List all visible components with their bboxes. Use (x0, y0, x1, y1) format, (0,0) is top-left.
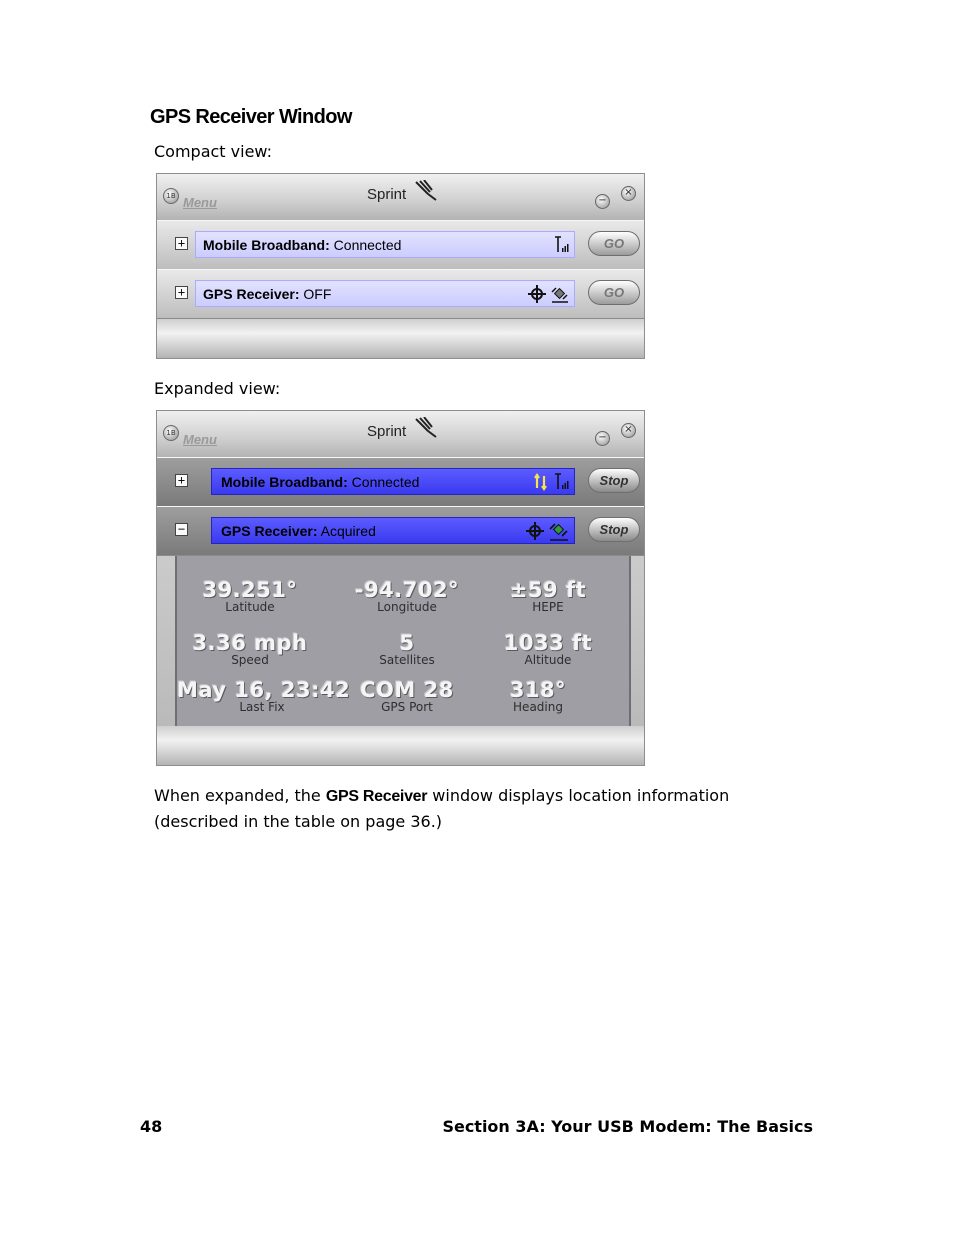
mobile-broadband-row (157, 220, 644, 270)
collapse-button[interactable]: − (175, 523, 188, 536)
gps-receiver-row (157, 506, 644, 556)
crosshair-icon (526, 522, 544, 540)
heading-label: Heading (513, 700, 563, 714)
last-fix-value: May 16, 23:42 (177, 678, 351, 702)
gps-receiver-status: Acquired (317, 523, 376, 539)
mobile-broadband-status: Connected (329, 237, 402, 253)
mobile-broadband-label: Mobile Broadband: (221, 474, 348, 490)
speed-readout (185, 631, 315, 667)
latitude-value: 39.251° (202, 578, 298, 602)
close-icon[interactable]: × (621, 186, 636, 201)
gps-port-value: COM 28 (360, 678, 454, 702)
section-heading: GPS Receiver Window (150, 106, 352, 128)
hepe-label: HEPE (532, 600, 564, 614)
satellites-label: Satellites (379, 653, 435, 667)
altitude-label: Altitude (524, 653, 572, 667)
expand-button[interactable]: + (175, 237, 188, 250)
connect-go-button[interactable]: GO (588, 231, 640, 256)
expand-button[interactable]: + (175, 286, 188, 299)
gps-port-label: GPS Port (381, 700, 433, 714)
close-icon[interactable]: × (621, 423, 636, 438)
hepe-readout (493, 578, 603, 614)
menu-icon[interactable]: 1B (163, 188, 179, 204)
gps-receiver-status-bar[interactable] (195, 280, 575, 307)
gps-port-readout (352, 678, 462, 714)
heading-value: 318° (509, 678, 567, 702)
last-fix-label: Last Fix (239, 700, 285, 714)
expand-button[interactable]: + (175, 474, 188, 487)
data-activity-icon (534, 473, 550, 491)
hepe-value: ±59 ft (509, 578, 587, 602)
section-title: Section 3A: Your USB Modem: The Basics (442, 1117, 813, 1136)
expanded-view-caption: Expanded view: (154, 379, 281, 398)
title-bar (157, 411, 644, 458)
mobile-broadband-label: Mobile Broadband: (203, 237, 330, 253)
speed-value: 3.36 mph (192, 631, 308, 655)
altitude-value: 1033 ft (503, 631, 593, 655)
sprint-logo-icon (414, 417, 438, 439)
gps-receiver-label: GPS Receiver: (221, 523, 318, 539)
disconnect-stop-button[interactable]: Stop (588, 468, 640, 493)
mobile-broadband-status-bar[interactable] (211, 468, 575, 495)
window-bottom-bar (157, 726, 644, 766)
menu-button[interactable]: Menu (183, 432, 217, 447)
crosshair-icon (528, 285, 546, 303)
latitude-label: Latitude (225, 600, 275, 614)
longitude-value: -94.702° (354, 578, 460, 602)
gps-go-button[interactable]: GO (588, 280, 640, 305)
page-number: 48 (140, 1117, 163, 1136)
latitude-readout (185, 578, 315, 614)
satellite-icon (550, 284, 570, 304)
description-gps-receiver-term: GPS Receiver (325, 788, 428, 805)
menu-button[interactable]: Menu (183, 195, 217, 210)
mobile-broadband-row (157, 457, 644, 507)
heading-readout (493, 678, 583, 714)
longitude-readout (337, 578, 477, 614)
gps-receiver-status-bar[interactable] (211, 517, 575, 544)
menu-icon[interactable]: 1B (163, 425, 179, 441)
signal-icon (554, 473, 570, 491)
gps-data-panel (175, 556, 631, 726)
window-bottom-bar (157, 319, 644, 359)
mobile-broadband-text (203, 237, 401, 253)
gps-receiver-status: OFF (299, 286, 332, 302)
gps-receiver-row (157, 269, 644, 319)
description-paragraph (154, 783, 774, 834)
title-bar (157, 174, 644, 221)
altitude-readout (493, 631, 603, 667)
mobile-broadband-status-bar[interactable] (195, 231, 575, 258)
gps-stop-button[interactable]: Stop (588, 517, 640, 542)
mobile-broadband-status: Connected (347, 474, 420, 490)
longitude-label: Longitude (377, 600, 437, 614)
satellites-readout (337, 631, 477, 667)
sprint-logo-icon (414, 180, 438, 202)
mobile-broadband-text (221, 474, 419, 490)
speed-label: Speed (231, 653, 269, 667)
gps-window-compact (156, 173, 645, 359)
compact-view-caption: Compact view: (154, 142, 273, 161)
gps-receiver-text (203, 286, 331, 302)
gps-receiver-text (221, 523, 376, 539)
last-fix-readout (177, 678, 351, 714)
minimize-icon[interactable]: − (595, 431, 610, 446)
sprint-logo-text: Sprint (367, 186, 407, 203)
description-text-start: When expanded, the (154, 786, 326, 805)
sprint-logo-text: Sprint (367, 423, 407, 440)
satellite-icon (548, 520, 570, 542)
satellites-value: 5 (399, 631, 415, 655)
gps-receiver-label: GPS Receiver: (203, 286, 300, 302)
minimize-icon[interactable]: − (595, 194, 610, 209)
signal-icon (554, 236, 570, 254)
description-text-end: window displays location information (described in the table on page 36.) (154, 786, 730, 831)
gps-window-expanded (156, 410, 645, 766)
